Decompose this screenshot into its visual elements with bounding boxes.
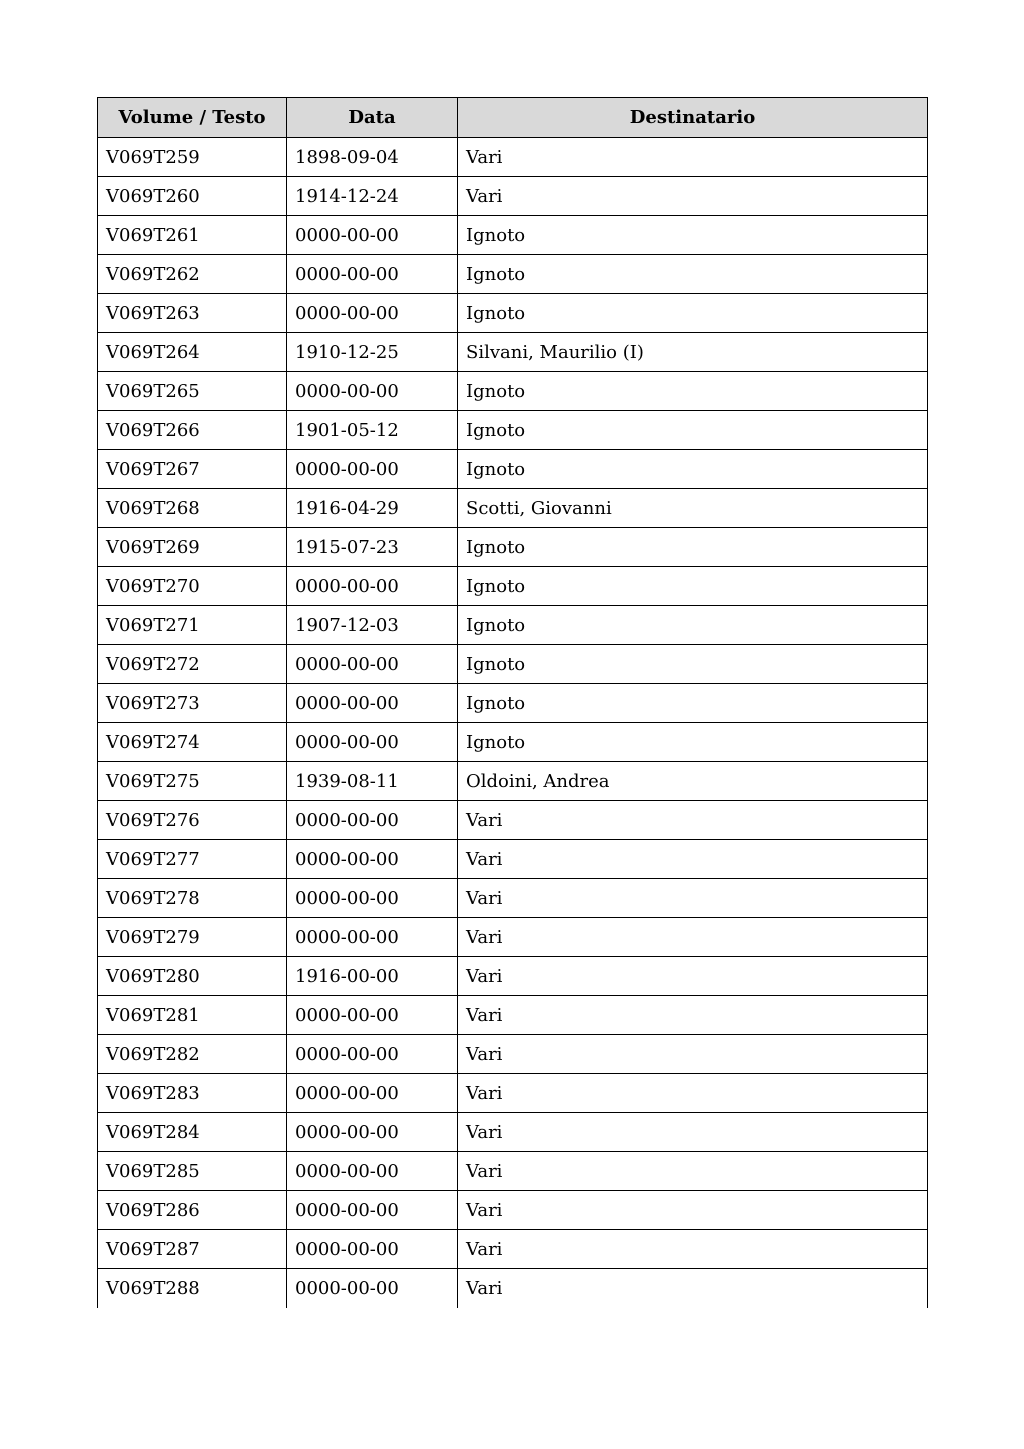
cell-volume-testo: V069T266 <box>98 411 287 450</box>
cell-data: 0000-00-00 <box>287 879 458 918</box>
header-destinatario: Destinatario <box>458 98 928 138</box>
cell-data: 0000-00-00 <box>287 840 458 879</box>
table-row <box>98 684 928 723</box>
cell-destinatario: Vari <box>458 879 928 918</box>
table-row <box>98 1035 928 1074</box>
cell-data: 0000-00-00 <box>287 1035 458 1074</box>
table-row <box>98 1113 928 1152</box>
cell-data: 0000-00-00 <box>287 1269 458 1308</box>
table-row <box>98 411 928 450</box>
cell-data: 1907-12-03 <box>287 606 458 645</box>
cell-data: 0000-00-00 <box>287 996 458 1035</box>
cell-data: 1916-04-29 <box>287 489 458 528</box>
table-row <box>98 1269 928 1308</box>
cell-volume-testo: V069T284 <box>98 1113 287 1152</box>
table-row <box>98 528 928 567</box>
table-row <box>98 918 928 957</box>
cell-data: 0000-00-00 <box>287 1074 458 1113</box>
cell-destinatario: Vari <box>458 957 928 996</box>
table-row <box>98 138 928 177</box>
table-row <box>98 450 928 489</box>
cell-destinatario: Vari <box>458 177 928 216</box>
cell-data: 1914-12-24 <box>287 177 458 216</box>
table-row <box>98 489 928 528</box>
cell-volume-testo: V069T265 <box>98 372 287 411</box>
cell-volume-testo: V069T282 <box>98 1035 287 1074</box>
cell-volume-testo: V069T259 <box>98 138 287 177</box>
cell-data: 0000-00-00 <box>287 684 458 723</box>
table-row <box>98 762 928 801</box>
table-body <box>98 138 928 1308</box>
cell-volume-testo: V069T260 <box>98 177 287 216</box>
cell-destinatario: Vari <box>458 1113 928 1152</box>
table-row <box>98 1152 928 1191</box>
cell-volume-testo: V069T274 <box>98 723 287 762</box>
cell-data: 0000-00-00 <box>287 372 458 411</box>
cell-destinatario: Ignoto <box>458 450 928 489</box>
table-row <box>98 801 928 840</box>
cell-destinatario: Ignoto <box>458 723 928 762</box>
table-row <box>98 1191 928 1230</box>
table-row <box>98 294 928 333</box>
table-row <box>98 996 928 1035</box>
cell-data: 0000-00-00 <box>287 567 458 606</box>
cell-destinatario: Vari <box>458 1191 928 1230</box>
cell-destinatario: Ignoto <box>458 528 928 567</box>
cell-volume-testo: V069T278 <box>98 879 287 918</box>
cell-data: 0000-00-00 <box>287 918 458 957</box>
cell-data: 1939-08-11 <box>287 762 458 801</box>
cell-data: 0000-00-00 <box>287 216 458 255</box>
cell-volume-testo: V069T264 <box>98 333 287 372</box>
cell-destinatario: Scotti, Giovanni <box>458 489 928 528</box>
cell-data: 1916-00-00 <box>287 957 458 996</box>
table-row <box>98 216 928 255</box>
cell-volume-testo: V069T273 <box>98 684 287 723</box>
cell-destinatario: Oldoini, Andrea <box>458 762 928 801</box>
table-row <box>98 1074 928 1113</box>
cell-destinatario: Silvani, Maurilio (I) <box>458 333 928 372</box>
cell-volume-testo: V069T267 <box>98 450 287 489</box>
cell-volume-testo: V069T287 <box>98 1230 287 1269</box>
cell-volume-testo: V069T276 <box>98 801 287 840</box>
cell-volume-testo: V069T261 <box>98 216 287 255</box>
table-row <box>98 840 928 879</box>
table-header-row <box>98 98 928 138</box>
cell-volume-testo: V069T280 <box>98 957 287 996</box>
table-row <box>98 372 928 411</box>
cell-volume-testo: V069T262 <box>98 255 287 294</box>
table-row <box>98 177 928 216</box>
cell-destinatario: Ignoto <box>458 294 928 333</box>
table-row <box>98 723 928 762</box>
cell-data: 0000-00-00 <box>287 1113 458 1152</box>
cell-volume-testo: V069T268 <box>98 489 287 528</box>
cell-volume-testo: V069T277 <box>98 840 287 879</box>
cell-destinatario: Ignoto <box>458 372 928 411</box>
table-row <box>98 606 928 645</box>
cell-volume-testo: V069T283 <box>98 1074 287 1113</box>
cell-data: 0000-00-00 <box>287 801 458 840</box>
cell-data: 1901-05-12 <box>287 411 458 450</box>
cell-destinatario: Vari <box>458 1230 928 1269</box>
cell-data: 0000-00-00 <box>287 645 458 684</box>
cell-destinatario: Ignoto <box>458 645 928 684</box>
cell-destinatario: Ignoto <box>458 255 928 294</box>
cell-destinatario: Vari <box>458 840 928 879</box>
cell-data: 0000-00-00 <box>287 294 458 333</box>
cell-destinatario: Ignoto <box>458 567 928 606</box>
header-volume-testo: Volume / Testo <box>98 98 287 138</box>
cell-data: 1898-09-04 <box>287 138 458 177</box>
cell-volume-testo: V069T272 <box>98 645 287 684</box>
cell-data: 0000-00-00 <box>287 255 458 294</box>
cell-data: 1915-07-23 <box>287 528 458 567</box>
document-table <box>97 97 928 1308</box>
cell-destinatario: Ignoto <box>458 216 928 255</box>
cell-volume-testo: V069T271 <box>98 606 287 645</box>
cell-volume-testo: V069T275 <box>98 762 287 801</box>
cell-volume-testo: V069T285 <box>98 1152 287 1191</box>
cell-data: 0000-00-00 <box>287 1230 458 1269</box>
cell-volume-testo: V069T288 <box>98 1269 287 1308</box>
cell-data: 0000-00-00 <box>287 1191 458 1230</box>
cell-volume-testo: V069T286 <box>98 1191 287 1230</box>
table-row <box>98 567 928 606</box>
cell-data: 1910-12-25 <box>287 333 458 372</box>
cell-volume-testo: V069T281 <box>98 996 287 1035</box>
table-row <box>98 255 928 294</box>
table-row <box>98 1230 928 1269</box>
table-row <box>98 957 928 996</box>
cell-destinatario: Ignoto <box>458 684 928 723</box>
cell-destinatario: Vari <box>458 1269 928 1308</box>
cell-destinatario: Ignoto <box>458 606 928 645</box>
cell-destinatario: Vari <box>458 1152 928 1191</box>
table-row <box>98 645 928 684</box>
header-data: Data <box>287 98 458 138</box>
cell-volume-testo: V069T270 <box>98 567 287 606</box>
table-row <box>98 333 928 372</box>
cell-data: 0000-00-00 <box>287 450 458 489</box>
cell-destinatario: Vari <box>458 1074 928 1113</box>
cell-data: 0000-00-00 <box>287 1152 458 1191</box>
cell-destinatario: Vari <box>458 996 928 1035</box>
cell-destinatario: Vari <box>458 801 928 840</box>
cell-destinatario: Vari <box>458 918 928 957</box>
cell-destinatario: Vari <box>458 138 928 177</box>
cell-volume-testo: V069T263 <box>98 294 287 333</box>
cell-volume-testo: V069T269 <box>98 528 287 567</box>
cell-destinatario: Vari <box>458 1035 928 1074</box>
table-row <box>98 879 928 918</box>
cell-data: 0000-00-00 <box>287 723 458 762</box>
cell-destinatario: Ignoto <box>458 411 928 450</box>
cell-volume-testo: V069T279 <box>98 918 287 957</box>
